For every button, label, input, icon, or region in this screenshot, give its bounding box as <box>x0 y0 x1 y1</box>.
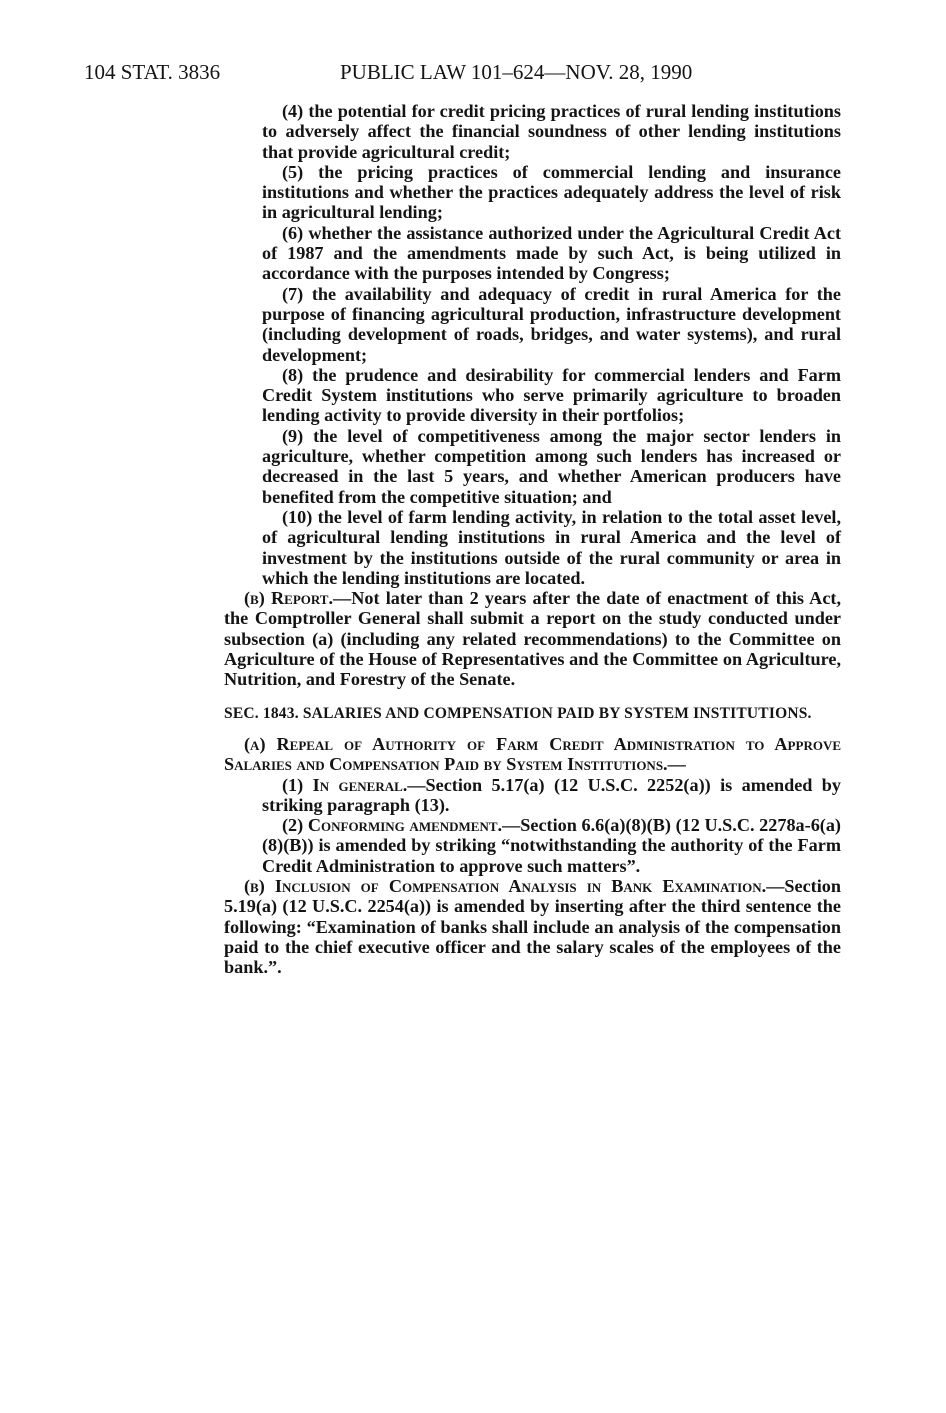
subsection-a2 <box>224 815 841 876</box>
subsection-a1-text: —Section 5.17(a) (12 U.S.C. 2252(a)) is amended by striking paragraph (13). <box>262 774 841 815</box>
list-item-8: (8) the prudence and desirability for commercial lenders and Farm Credit System institutions who serve primarily agriculture to broaden lending activity to provide diversity in their portfolios; <box>262 364 841 426</box>
stat-page-number: 104 STAT. 3836 <box>84 60 221 84</box>
list-item-10: (10) the level of farm lending activity, in relation to the total asset level, of agricultural lending institutions in rural America and the level of investment by the institutions outside of the rural community or area in which the lending institutions are located. <box>262 506 841 588</box>
list-item-6: (6) whether the assistance authorized under the Agricultural Credit Act of 1987 and the amendments made by such Act, is being utilized in accordance with the purposes intended by Congress; <box>262 222 841 284</box>
subsection-a1-label: (1) In general. <box>282 774 408 795</box>
list-item-4: (4) the potential for credit pricing practices of rural lending institutions to adversely affect the financial soundness of other lending institutions that provide agricultural credit; <box>262 101 841 162</box>
subsection-b-text: —Section 5.19(a) (12 U.S.C. 2254(a)) is amended by inserting after the third sentence the following: “Examination of banks shall include an analysis of the compensation paid to the chief executive officer and the salary scales of the employees of the bank.”. <box>224 875 841 978</box>
section-heading: SEC. 1843. SALARIES AND COMPENSATION PAID BY SYSTEM INSTITUTIONS. <box>224 704 812 722</box>
subsection-a1 <box>224 775 841 816</box>
subsection-a-title: (a) Repeal of Authority of Farm Credit Administration to Approve Salaries and Compensation Paid by System Institutions.— <box>224 733 841 775</box>
page-header <box>0 58 946 86</box>
report-text: —Not later than 2 years after the date of enactment of this Act, the Comptroller General shall submit a report on the study conducted under subsection (a) (including any related recommendations) to the Committee on Agriculture of the House of Representatives and the Committee on Agriculture, Nutrition, and Forestry of the Senate. <box>224 588 841 690</box>
page-body <box>224 101 841 977</box>
subsection-a-heading <box>224 734 841 775</box>
report-paragraph <box>224 588 841 689</box>
list-item-7: (7) the availability and adequacy of credit in rural America for the purpose of financing agricultural production, infrastructure development (including development of roads, bridges, and water systems), and rural development; <box>262 283 841 365</box>
public-law-title: PUBLIC LAW 101–624—NOV. 28, 1990 <box>340 60 693 84</box>
subsection-a2-label: (2) Conforming amendment. <box>282 815 503 836</box>
list-item-9: (9) the level of competitiveness among the major sector lenders in agriculture, whether competition among such lenders has increased or decreased in the last 5 years, and whether American producers have benefited from the competitive situation; and <box>262 425 841 507</box>
report-label: (b) Report. <box>244 588 334 609</box>
subsection-b-label: (b) Inclusion of Compensation Analysis in Bank Examination. <box>244 875 767 896</box>
subsection-b <box>224 876 841 977</box>
subsection-a2-text: —Section 6.6(a)(8)(B) (12 U.S.C. 2278a-6(a)(8)(B)) is amended by striking “notwithstanding the authority of the Farm Credit Administration to approve such matters”. <box>262 815 841 876</box>
list-item-5: (5) the pricing practices of commercial lending and insurance institutions and whether the practices adequately address the level of risk in agricultural lending; <box>262 161 841 223</box>
